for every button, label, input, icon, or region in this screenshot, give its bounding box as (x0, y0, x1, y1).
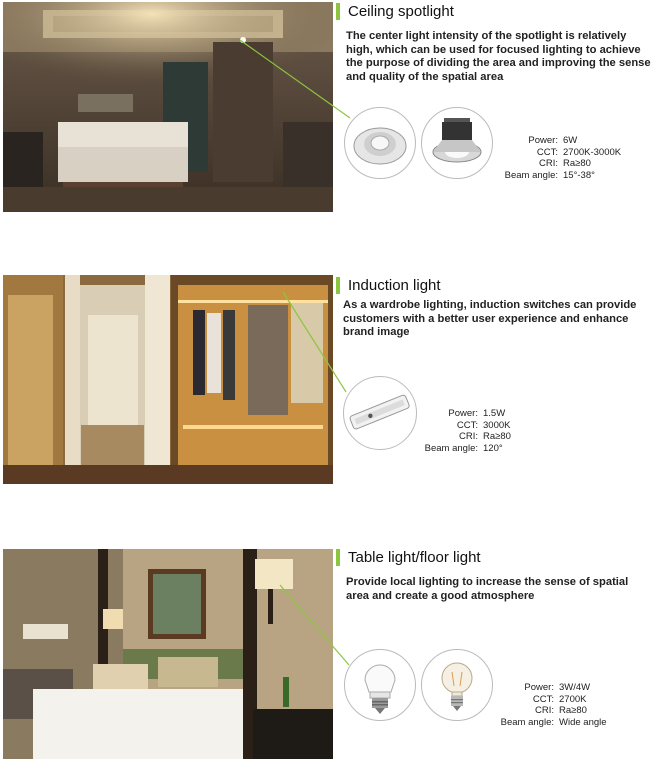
spec-row: CCT: 2700K (532, 693, 587, 705)
filament-bulb-icon (421, 649, 493, 721)
spec-row: CRI: Ra≥80 (539, 158, 591, 169)
spotlight-round-icon (344, 107, 416, 179)
spec-row: Beam angle: 15°-38° (504, 169, 595, 181)
section-ceiling-spotlight (0, 0, 668, 215)
spec-row: CCT: 2700K-3000K (536, 146, 622, 158)
section-description: The center light intensity of the spotlight is relatively high, which can be used for focused lighting to achieve the purpose of dividing the area and improving the sense and quality of the spatial area (346, 30, 651, 83)
section-description: As a wardrobe lighting, induction switches can provide customers with a better user experience and enhance brand image (343, 299, 637, 338)
spec-row: CRI: Ra≥80 (535, 705, 587, 716)
spec-row: CCT: 3000K (456, 419, 511, 431)
spec-row: Power: 3W/4W (524, 682, 591, 693)
spec-row: Power: 1.5W (448, 408, 506, 419)
section-induction-light (0, 270, 668, 490)
spec-list (500, 135, 621, 181)
section-description: Provide local lighting to increase the sense of spatial area and create a good atmosphere (346, 576, 629, 602)
spec-row: CRI: Ra≥80 (459, 431, 511, 442)
section-title: Table light/floor light (336, 549, 481, 566)
spec-row: Power: 6W (528, 135, 578, 146)
section-title: Induction light (336, 277, 441, 294)
induction-bar-icon (343, 376, 417, 450)
section-title: Ceiling spotlight (336, 3, 454, 20)
spec-row: Beam angle: 120° (424, 442, 503, 454)
spec-row: Beam angle: Wide angle (500, 716, 607, 728)
spotlight-deep-icon (421, 107, 493, 179)
spec-list (423, 408, 511, 454)
spec-list (498, 682, 607, 728)
led-bulb-icon (344, 649, 416, 721)
section-table-floor-light (0, 545, 668, 762)
